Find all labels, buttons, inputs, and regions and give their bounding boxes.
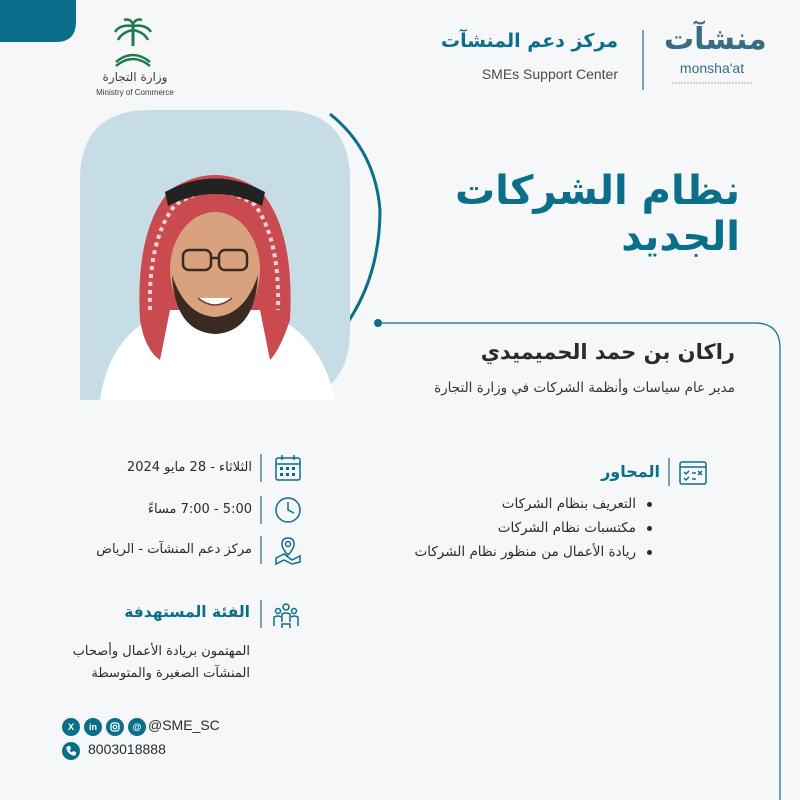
agenda-title: المحاور xyxy=(601,462,660,481)
agenda-item: ريادة الأعمال من منظور نظام الشركات xyxy=(360,540,652,564)
agenda-checklist-icon xyxy=(678,458,710,490)
brand-tagline-graphic xyxy=(664,80,760,88)
header-divider xyxy=(642,30,644,90)
instagram-icon[interactable] xyxy=(106,718,124,736)
people-group-icon xyxy=(270,600,302,632)
target-divider xyxy=(260,600,262,628)
target-line: المهتمون بريادة الأعمال وأصحاب xyxy=(72,644,250,659)
ministry-name-en: Ministry of Commerce xyxy=(96,88,174,97)
brand-logo-en: monsha'at xyxy=(679,60,745,76)
date-divider xyxy=(260,454,262,482)
center-name-en: SMEs Support Center xyxy=(481,66,618,82)
phone-icon xyxy=(62,742,80,760)
ministry-name-ar: وزارة التجارة xyxy=(102,70,168,84)
linkedin-icon[interactable]: in xyxy=(84,718,102,736)
target-description xyxy=(60,641,250,685)
map-pin-icon xyxy=(272,534,304,566)
page-title: نظام الشركات الجديد xyxy=(454,168,740,260)
event-date: الثلاثاء - 28 مايو 2024 xyxy=(126,460,252,475)
agenda-item: التعريف بنظام الشركات xyxy=(360,492,652,516)
clock-icon xyxy=(272,494,304,526)
palm-swords-emblem-icon xyxy=(110,18,156,70)
calendar-icon xyxy=(272,452,304,484)
corner-accent-shape xyxy=(0,0,76,42)
agenda-list xyxy=(360,492,652,564)
speaker-role: مدير عام سياسات وأنظمة الشركات في وزارة التجارة xyxy=(434,380,735,396)
event-location: مركز دعم المنشآت - الرياض xyxy=(96,542,252,557)
social-handle[interactable]: @SME_SC xyxy=(148,717,220,733)
time-divider xyxy=(260,496,262,524)
brand-logo-ar: منشآت xyxy=(664,22,767,57)
agenda-divider xyxy=(668,458,670,486)
speaker-photo xyxy=(80,110,350,400)
event-time: 5:00 - 7:00 مساءً xyxy=(147,502,252,517)
target-title: الفئة المستهدفة xyxy=(124,603,250,621)
threads-icon[interactable]: @ xyxy=(128,718,146,736)
phone-number[interactable]: 8003018888 xyxy=(88,741,166,757)
x-icon[interactable]: X xyxy=(62,718,80,736)
speaker-name: راكان بن حمد الحميميدي xyxy=(480,340,735,364)
location-divider xyxy=(260,536,262,564)
center-name-ar: مركز دعم المنشآت xyxy=(440,30,618,52)
agenda-item: مكتسبات نظام الشركات xyxy=(360,516,652,540)
target-line: المنشآت الصغيرة والمتوسطة xyxy=(91,666,250,681)
